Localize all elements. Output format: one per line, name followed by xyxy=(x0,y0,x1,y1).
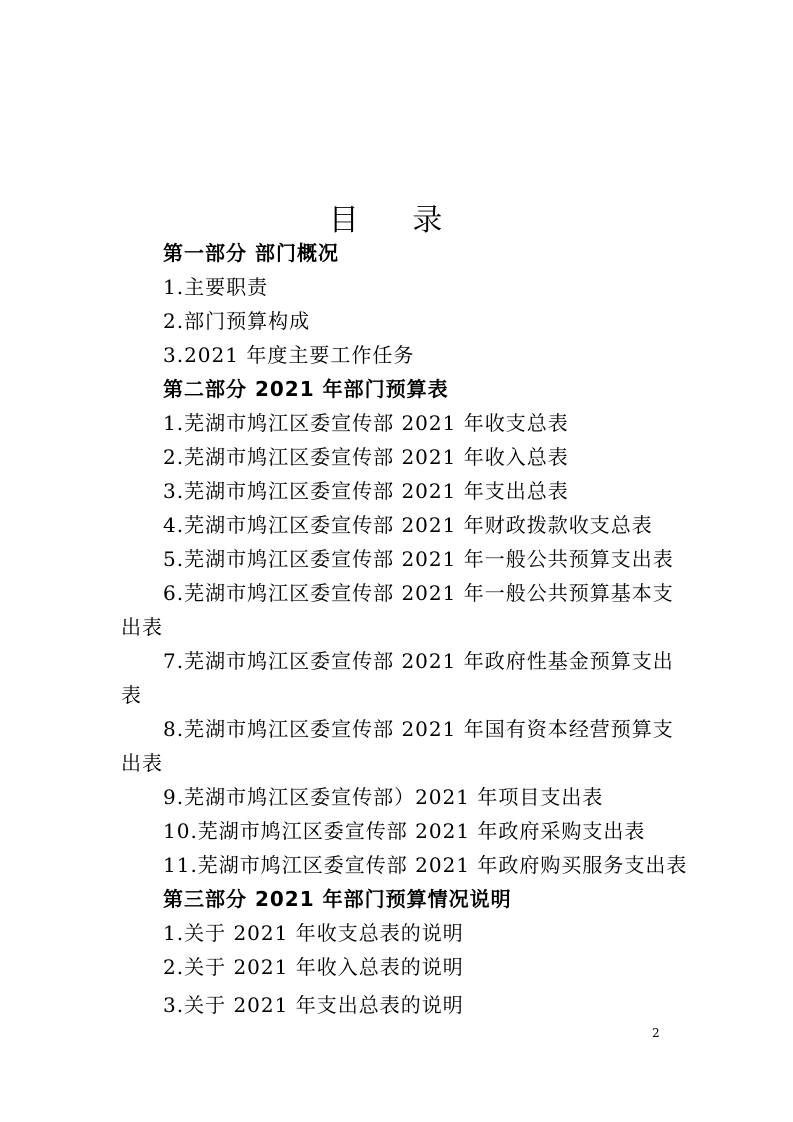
toc-item: 5.芜湖市鸠江区委宣传部 2021 年一般公共预算支出表 xyxy=(163,547,674,571)
toc-item: 2.芜湖市鸠江区委宣传部 2021 年收入总表 xyxy=(163,445,569,469)
page-number: 2 xyxy=(652,1026,660,1040)
toc-item: 3.2021 年度主要工作任务 xyxy=(163,343,415,367)
toc-item: 1.芜湖市鸠江区委宣传部 2021 年收支总表 xyxy=(163,411,569,435)
toc-item-continuation: 表 xyxy=(121,683,142,707)
part2-heading: 第二部分 2021 年部门预算表 xyxy=(163,377,449,401)
toc-item: 10.芜湖市鸠江区委宣传部 2021 年政府采购支出表 xyxy=(163,819,646,843)
toc-item: 4.芜湖市鸠江区委宣传部 2021 年财政拨款收支总表 xyxy=(163,513,653,537)
toc-item: 1.主要职责 xyxy=(163,275,269,299)
toc-item: 11.芜湖市鸠江区委宣传部 2021 年政府购买服务支出表 xyxy=(163,853,688,877)
toc-item: 3.关于 2021 年支出总表的说明 xyxy=(163,993,464,1017)
part1-heading: 第一部分 部门概况 xyxy=(163,241,339,265)
toc-item-continuation: 出表 xyxy=(121,751,163,775)
toc-item: 3.芜湖市鸠江区委宣传部 2021 年支出总表 xyxy=(163,479,569,503)
toc-item-continuation: 出表 xyxy=(121,615,163,639)
toc-item: 2.部门预算构成 xyxy=(163,309,311,333)
page-title: 目 录 xyxy=(328,203,465,238)
toc-item: 7.芜湖市鸠江区委宣传部 2021 年政府性基金预算支出 xyxy=(163,649,674,673)
toc-item: 6.芜湖市鸠江区委宣传部 2021 年一般公共预算基本支 xyxy=(163,581,674,605)
toc-item: 8.芜湖市鸠江区委宣传部 2021 年国有资本经营预算支 xyxy=(163,717,674,741)
toc-item: 2.关于 2021 年收入总表的说明 xyxy=(163,955,464,979)
toc-item: 9.芜湖市鸠江区委宣传部）2021 年项目支出表 xyxy=(163,785,604,809)
toc-item: 1.关于 2021 年收支总表的说明 xyxy=(163,921,464,945)
part3-heading: 第三部分 2021 年部门预算情况说明 xyxy=(163,887,512,911)
